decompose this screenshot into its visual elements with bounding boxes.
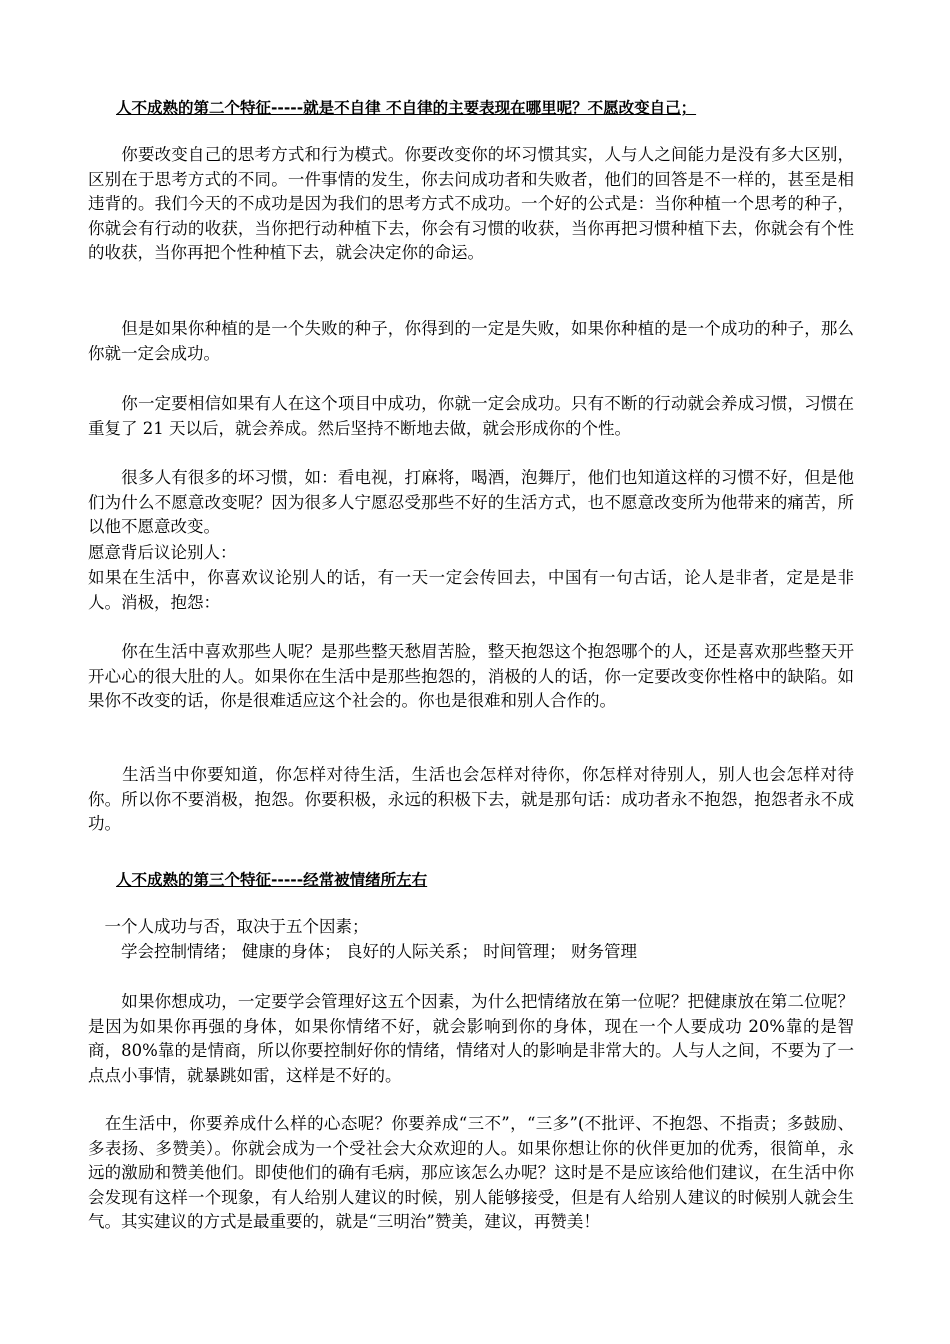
paragraph-gossip: 如果在生活中，你喜欢议论别人的话，有一天一定会传回去，中国有一句古话，论人是非者，定是是非人。消极，抱怨： [88, 568, 854, 612]
paragraph-change-thinking: 你要改变自己的思考方式和行为模式。你要改变你的坏习惯其实，人与人之间能力是没有多大区别，区别在于思考方式的不同。一件事情的发生，你去问成功者和失败者，他们的回答是不一样的，甚至是相违背的。我们今天的不成功是因为我们的思考方式不成功。一个好的公式是：当你种植一个思考的种子，你就会有行动的收获，当你把行动种植下去，你会有习惯的收获，当你再把习惯种植下去，你就会有个性的收获，当你再把个性种植下去，就会决定你的命运。 [88, 145, 854, 263]
five-factors-intro: 一个人成功与否，取决于五个因素； [88, 917, 369, 936]
paragraph-attitude-to-life: 生活当中你要知道，你怎样对待生活，生活也会怎样对待你，你怎样对待别人，别人也会怎样对待你。所以你不要消极，抱怨。你要积极，永远的积极下去，就是那句话：成功者永不抱怨，抱怨者永不成功。 [88, 765, 854, 834]
subheading-gossip: 愿意背后议论别人： [88, 543, 237, 562]
paragraph-emotion-management: 如果你想成功，一定要学会管理好这五个因素，为什么把情绪放在第一位呢？把健康放在第二位呢？是因为如果你再强的身体，如果你情绪不好，就会影响到你的身体，现在一个人要成功 20%靠的是智商，80%靠的是情商，所以你要控制好你的情绪，情绪对人的影响是非常大的。人与人之间，不要为了一点点小事情，就暴跳如雷，这样是不好的。 [88, 992, 854, 1085]
section-heading-second-trait: 人不成熟的第二个特征-----就是不自律 不自律的主要表现在哪里呢？不愿改变自己； [116, 99, 697, 117]
paragraph-bad-habits: 很多人有很多的坏习惯，如：看电视，打麻将，喝酒，泡舞厅，他们也知道这样的习惯不好，但是他们为什么不愿意改变呢？因为很多人宁愿忍受那些不好的生活方式，也不愿意改变所为他带来的痛苦，所以他不愿意改变。 [88, 468, 854, 537]
paragraph-complaining-people: 你在生活中喜欢那些人呢？是那些整天愁眉苦脸，整天抱怨这个抱怨哪个的人，还是喜欢那些整天开开心心的很大肚的人。如果你在生活中是那些抱怨的，消极的人的话，你一定要改变你性格中的缺陷。如果你不改变的话，你是很难适应这个社会的。你也是很难和别人合作的。 [88, 642, 854, 711]
paragraph-seed-of-success: 但是如果你种植的是一个失败的种子，你得到的一定是失败，如果你种植的是一个成功的种子，那么你就一定会成功。 [88, 319, 854, 363]
five-factors-list: 学会控制情绪； 健康的身体； 良好的人际关系； 时间管理； 财务管理 [88, 942, 637, 961]
section-heading-third-trait: 人不成熟的第三个特征-----经常被情绪所左右 [116, 871, 428, 889]
paragraph-three-no-three-more: 在生活中，你要养成什么样的心态呢？你要养成“三不”，“三多”(不批评、不抱怨、不指责；多鼓励、多表扬、多赞美）。你就会成为一个受社会大众欢迎的人。如果你想让你的伙伴更加的优秀，很简单，永远的激励和赞美他们。即使他们的确有毛病，那应该怎么办呢？这时是不是应该给他们建议，在生活中你会发现有这样一个现象，有人给别人建议的时候，别人能够接受，但是有人给别人建议的时候别人就会生气。其实建议的方式是最重要的，就是“三明治”赞美，建议，再赞美！ [88, 1114, 854, 1232]
paragraph-habit-21-days: 你一定要相信如果有人在这个项目中成功，你就一定会成功。只有不断的行动就会养成习惯，习惯在重复了 21 天以后，就会养成。然后坚持不断地去做，就会形成你的个性。 [88, 394, 854, 438]
